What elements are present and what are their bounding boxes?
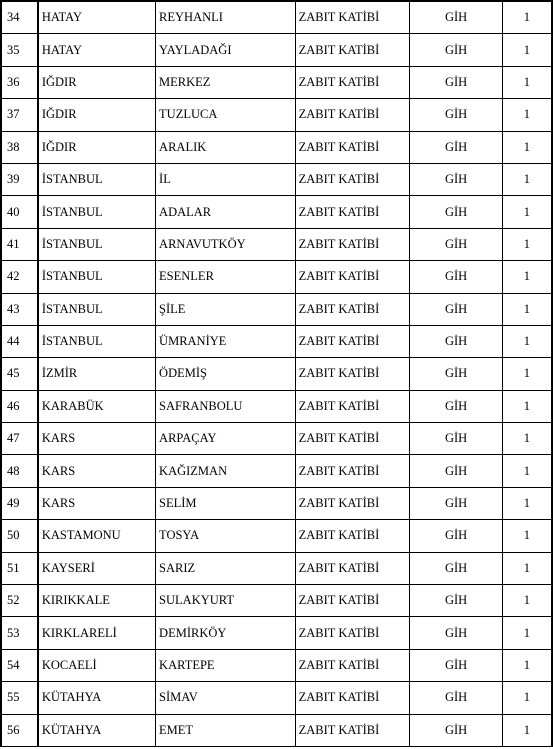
title-cell: ZABIT KATİBİ xyxy=(295,66,410,98)
title-cell: ZABIT KATİBİ xyxy=(295,390,410,422)
title-cell: ZABIT KATİBİ xyxy=(295,487,410,519)
title-cell: ZABIT KATİBİ xyxy=(295,520,410,552)
count-cell: 1 xyxy=(502,552,552,584)
table-row xyxy=(1,390,552,422)
class-cell: GİH xyxy=(410,196,502,228)
table-row xyxy=(1,293,552,325)
row-number-cell: 49 xyxy=(1,487,38,519)
province-cell: HATAY xyxy=(38,34,156,66)
district-cell: ESENLER xyxy=(156,261,296,293)
class-cell: GİH xyxy=(410,131,502,163)
row-number-cell: 44 xyxy=(1,325,38,357)
district-cell: ARNAVUTKÖY xyxy=(156,228,296,260)
class-cell: GİH xyxy=(410,293,502,325)
province-cell: KIRIKKALE xyxy=(38,585,156,617)
title-cell: ZABIT KATİBİ xyxy=(295,552,410,584)
row-number-cell: 39 xyxy=(1,163,38,195)
class-cell: GİH xyxy=(410,261,502,293)
table-row xyxy=(1,99,552,131)
positions-table-body xyxy=(1,1,552,746)
class-cell: GİH xyxy=(410,1,502,34)
province-cell: İSTANBUL xyxy=(38,163,156,195)
title-cell: ZABIT KATİBİ xyxy=(295,261,410,293)
count-cell: 1 xyxy=(502,293,552,325)
title-cell: ZABIT KATİBİ xyxy=(295,131,410,163)
title-cell: ZABIT KATİBİ xyxy=(295,196,410,228)
class-cell: GİH xyxy=(410,390,502,422)
count-cell: 1 xyxy=(502,66,552,98)
class-cell: GİH xyxy=(410,66,502,98)
district-cell: İL xyxy=(156,163,296,195)
count-cell: 1 xyxy=(502,390,552,422)
class-cell: GİH xyxy=(410,423,502,455)
province-cell: İSTANBUL xyxy=(38,228,156,260)
table-row xyxy=(1,261,552,293)
row-number-cell: 36 xyxy=(1,66,38,98)
row-number-cell: 55 xyxy=(1,682,38,714)
province-cell: İSTANBUL xyxy=(38,325,156,357)
title-cell: ZABIT KATİBİ xyxy=(295,34,410,66)
district-cell: ARALIK xyxy=(156,131,296,163)
class-cell: GİH xyxy=(410,714,502,746)
count-cell: 1 xyxy=(502,1,552,34)
title-cell: ZABIT KATİBİ xyxy=(295,99,410,131)
province-cell: IĞDIR xyxy=(38,99,156,131)
province-cell: KARS xyxy=(38,455,156,487)
title-cell: ZABIT KATİBİ xyxy=(295,1,410,34)
title-cell: ZABIT KATİBİ xyxy=(295,649,410,681)
class-cell: GİH xyxy=(410,325,502,357)
class-cell: GİH xyxy=(410,520,502,552)
class-cell: GİH xyxy=(410,358,502,390)
count-cell: 1 xyxy=(502,585,552,617)
province-cell: İSTANBUL xyxy=(38,293,156,325)
count-cell: 1 xyxy=(502,520,552,552)
class-cell: GİH xyxy=(410,585,502,617)
district-cell: ŞİLE xyxy=(156,293,296,325)
province-cell: KÜTAHYA xyxy=(38,682,156,714)
class-cell: GİH xyxy=(410,617,502,649)
district-cell: ARPAÇAY xyxy=(156,423,296,455)
table-row xyxy=(1,617,552,649)
district-cell: SELİM xyxy=(156,487,296,519)
table-row xyxy=(1,34,552,66)
table-row xyxy=(1,131,552,163)
table-row xyxy=(1,325,552,357)
district-cell: ADALAR xyxy=(156,196,296,228)
province-cell: KOCAELİ xyxy=(38,649,156,681)
title-cell: ZABIT KATİBİ xyxy=(295,228,410,260)
row-number-cell: 37 xyxy=(1,99,38,131)
class-cell: GİH xyxy=(410,682,502,714)
table-row xyxy=(1,163,552,195)
province-cell: HATAY xyxy=(38,1,156,34)
table-row xyxy=(1,66,552,98)
class-cell: GİH xyxy=(410,649,502,681)
class-cell: GİH xyxy=(410,163,502,195)
title-cell: ZABIT KATİBİ xyxy=(295,358,410,390)
row-number-cell: 38 xyxy=(1,131,38,163)
province-cell: KARS xyxy=(38,423,156,455)
row-number-cell: 50 xyxy=(1,520,38,552)
province-cell: İSTANBUL xyxy=(38,196,156,228)
row-number-cell: 41 xyxy=(1,228,38,260)
table-row xyxy=(1,487,552,519)
count-cell: 1 xyxy=(502,131,552,163)
province-cell: KAYSERİ xyxy=(38,552,156,584)
row-number-cell: 40 xyxy=(1,196,38,228)
count-cell: 1 xyxy=(502,455,552,487)
row-number-cell: 43 xyxy=(1,293,38,325)
count-cell: 1 xyxy=(502,99,552,131)
count-cell: 1 xyxy=(502,261,552,293)
row-number-cell: 52 xyxy=(1,585,38,617)
row-number-cell: 45 xyxy=(1,358,38,390)
district-cell: ÜMRANİYE xyxy=(156,325,296,357)
class-cell: GİH xyxy=(410,455,502,487)
title-cell: ZABIT KATİBİ xyxy=(295,293,410,325)
table-row xyxy=(1,585,552,617)
province-cell: İSTANBUL xyxy=(38,261,156,293)
province-cell: IĞDIR xyxy=(38,66,156,98)
district-cell: DEMİRKÖY xyxy=(156,617,296,649)
table-row xyxy=(1,455,552,487)
row-number-cell: 47 xyxy=(1,423,38,455)
count-cell: 1 xyxy=(502,196,552,228)
table-row xyxy=(1,1,552,34)
class-cell: GİH xyxy=(410,99,502,131)
table-row xyxy=(1,228,552,260)
province-cell: KASTAMONU xyxy=(38,520,156,552)
title-cell: ZABIT KATİBİ xyxy=(295,585,410,617)
class-cell: GİH xyxy=(410,228,502,260)
province-cell: KARS xyxy=(38,487,156,519)
count-cell: 1 xyxy=(502,358,552,390)
count-cell: 1 xyxy=(502,649,552,681)
title-cell: ZABIT KATİBİ xyxy=(295,682,410,714)
district-cell: SARIZ xyxy=(156,552,296,584)
count-cell: 1 xyxy=(502,325,552,357)
district-cell: MERKEZ xyxy=(156,66,296,98)
row-number-cell: 34 xyxy=(1,1,38,34)
district-cell: KARTEPE xyxy=(156,649,296,681)
province-cell: KIRKLARELİ xyxy=(38,617,156,649)
district-cell: SAFRANBOLU xyxy=(156,390,296,422)
class-cell: GİH xyxy=(410,487,502,519)
count-cell: 1 xyxy=(502,682,552,714)
row-number-cell: 56 xyxy=(1,714,38,746)
row-number-cell: 46 xyxy=(1,390,38,422)
district-cell: KAĞIZMAN xyxy=(156,455,296,487)
table-row xyxy=(1,649,552,681)
count-cell: 1 xyxy=(502,487,552,519)
table-row xyxy=(1,196,552,228)
title-cell: ZABIT KATİBİ xyxy=(295,455,410,487)
row-number-cell: 48 xyxy=(1,455,38,487)
title-cell: ZABIT KATİBİ xyxy=(295,163,410,195)
row-number-cell: 35 xyxy=(1,34,38,66)
row-number-cell: 51 xyxy=(1,552,38,584)
row-number-cell: 53 xyxy=(1,617,38,649)
table-row xyxy=(1,520,552,552)
count-cell: 1 xyxy=(502,34,552,66)
title-cell: ZABIT KATİBİ xyxy=(295,714,410,746)
district-cell: YAYLADAĞI xyxy=(156,34,296,66)
count-cell: 1 xyxy=(502,228,552,260)
table-row xyxy=(1,423,552,455)
row-number-cell: 42 xyxy=(1,261,38,293)
count-cell: 1 xyxy=(502,163,552,195)
district-cell: SİMAV xyxy=(156,682,296,714)
province-cell: IĞDIR xyxy=(38,131,156,163)
class-cell: GİH xyxy=(410,552,502,584)
table-row xyxy=(1,358,552,390)
table-row xyxy=(1,552,552,584)
count-cell: 1 xyxy=(502,423,552,455)
province-cell: KÜTAHYA xyxy=(38,714,156,746)
district-cell: TUZLUCA xyxy=(156,99,296,131)
district-cell: REYHANLI xyxy=(156,1,296,34)
table-row xyxy=(1,714,552,746)
class-cell: GİH xyxy=(410,34,502,66)
province-cell: KARABÜK xyxy=(38,390,156,422)
count-cell: 1 xyxy=(502,617,552,649)
district-cell: ÖDEMİŞ xyxy=(156,358,296,390)
row-number-cell: 54 xyxy=(1,649,38,681)
title-cell: ZABIT KATİBİ xyxy=(295,325,410,357)
district-cell: SULAKYURT xyxy=(156,585,296,617)
table-row xyxy=(1,682,552,714)
province-cell: İZMİR xyxy=(38,358,156,390)
district-cell: EMET xyxy=(156,714,296,746)
title-cell: ZABIT KATİBİ xyxy=(295,423,410,455)
title-cell: ZABIT KATİBİ xyxy=(295,617,410,649)
district-cell: TOSYA xyxy=(156,520,296,552)
count-cell: 1 xyxy=(502,714,552,746)
